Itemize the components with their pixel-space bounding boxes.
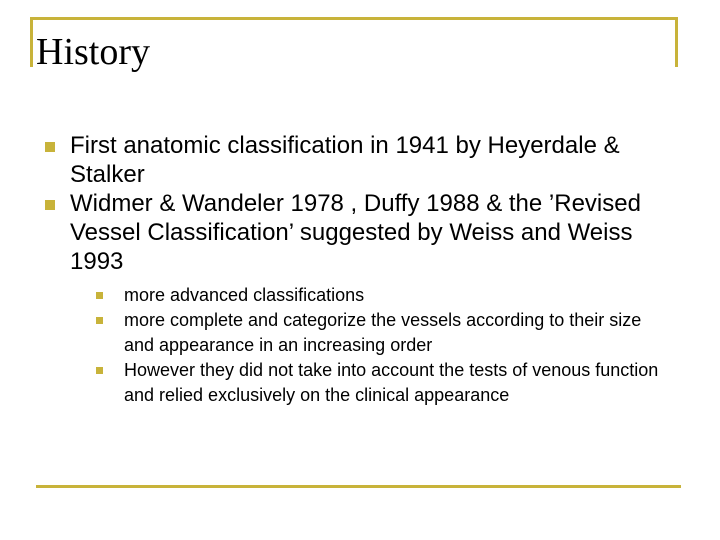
slide-title: History — [36, 31, 150, 73]
sub-bullet-text: However they did not take into account the tests of venous function and relied exclusively on the clinical appearance — [124, 360, 659, 405]
square-sub-bullet-icon — [96, 367, 103, 374]
frame-top-line — [30, 17, 678, 20]
sub-bullet-item-2 — [124, 308, 674, 358]
sub-bullet-text: more advanced classifications — [124, 285, 365, 305]
sub-bullet-list — [70, 283, 674, 408]
bullet-item-1 — [44, 131, 674, 189]
square-bullet-icon — [45, 200, 55, 210]
square-sub-bullet-icon — [96, 292, 103, 299]
sub-bullet-text: more complete and categorize the vessels according to their size and appearance in an increasing order — [124, 310, 642, 355]
square-bullet-icon — [45, 142, 55, 152]
square-sub-bullet-icon — [96, 317, 103, 324]
bullet-text: First anatomic classification in 1941 by Heyerdale & Stalker — [70, 132, 620, 188]
bullet-list — [44, 131, 674, 408]
bullet-item-2 — [44, 189, 674, 408]
sub-bullet-item-3 — [124, 358, 674, 408]
frame-bottom-line — [36, 485, 681, 488]
frame-right-line — [675, 17, 678, 67]
bullet-text: Widmer & Wandeler 1978 , Duffy 1988 & the ’Revised Vessel Classification’ suggested by Weiss and Weiss 1993 — [70, 190, 641, 275]
frame-left-line — [30, 17, 33, 67]
sub-bullet-item-1 — [124, 283, 674, 308]
